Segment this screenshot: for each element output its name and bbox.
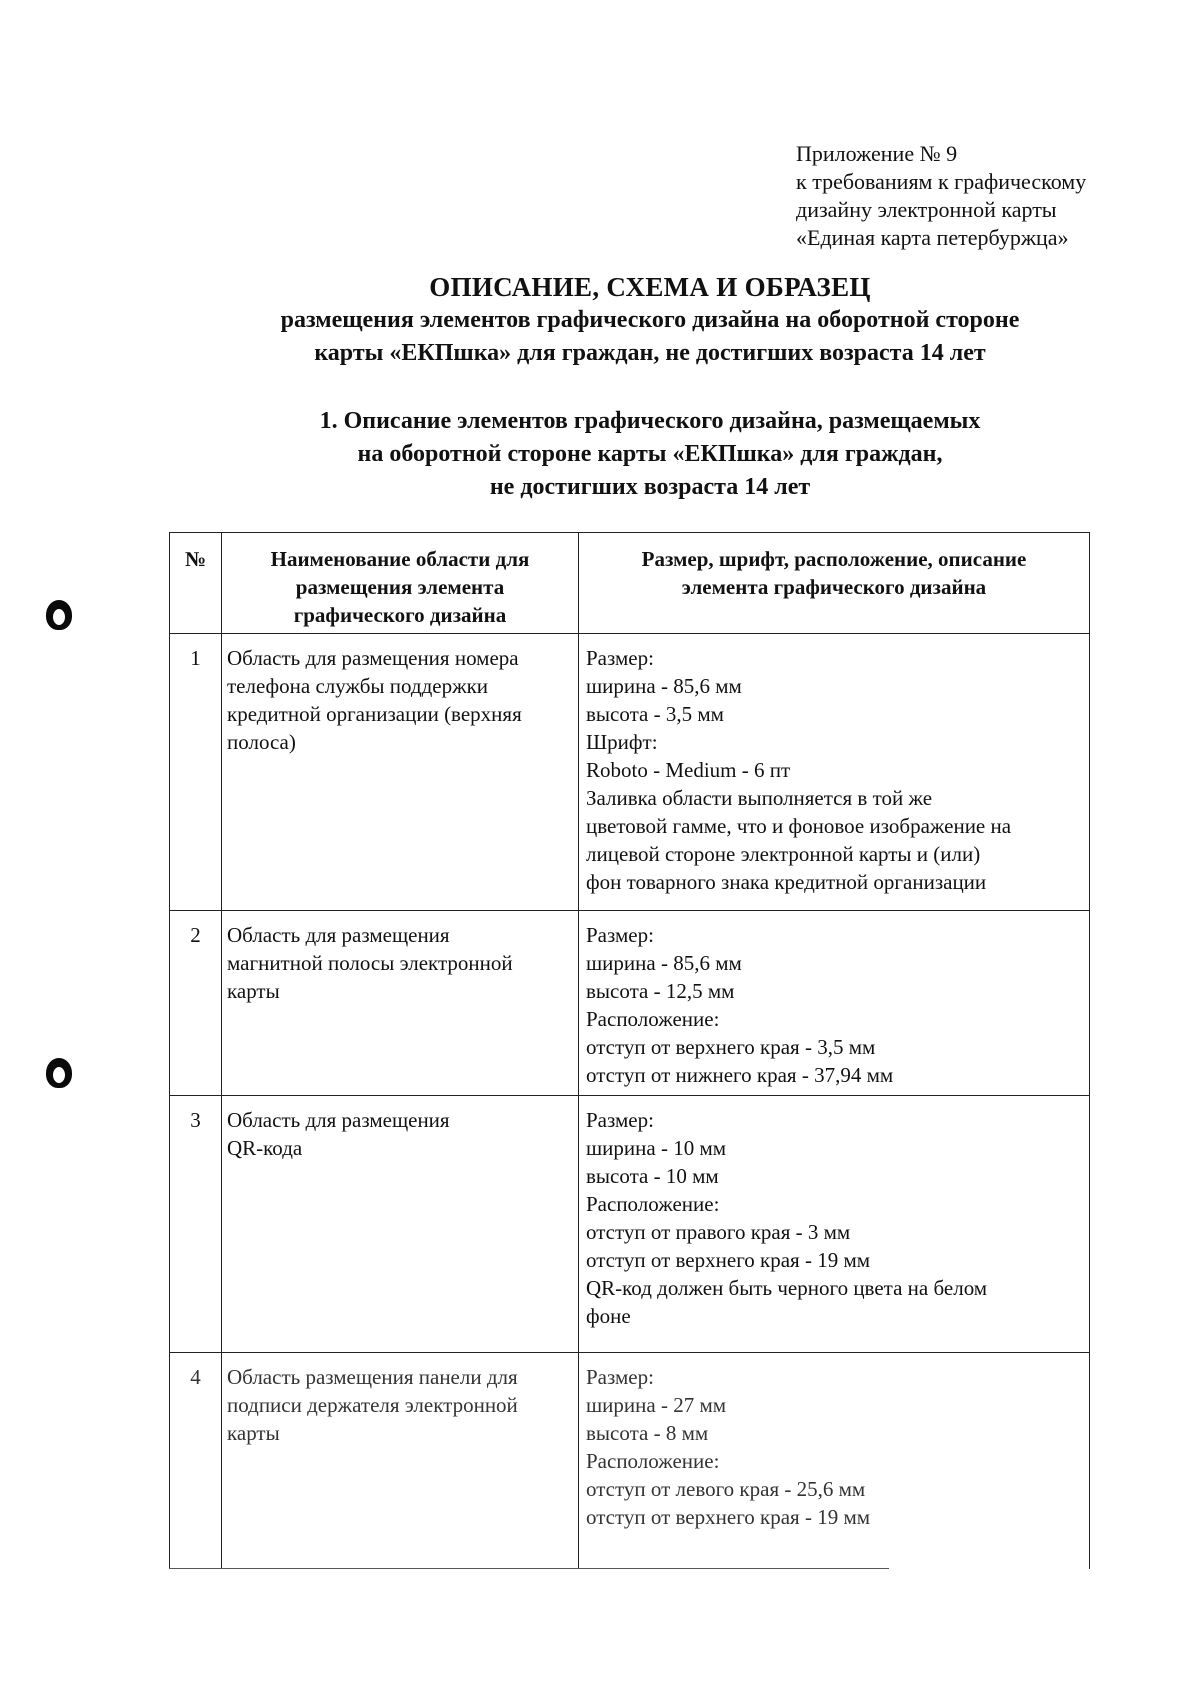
row-name-line: телефона службы поддержки xyxy=(227,674,489,698)
row-desc-line: ширина - 85,6 мм xyxy=(586,674,742,698)
row-desc-line: Расположение: xyxy=(586,1449,720,1473)
row-desc xyxy=(579,634,1090,911)
binder-hole-icon xyxy=(46,600,72,630)
row-name xyxy=(222,1096,579,1353)
row-desc-line: ширина - 27 мм xyxy=(586,1393,727,1417)
appendix-line: дизайну электронной карты xyxy=(796,197,1057,222)
row-desc-line: высота - 12,5 мм xyxy=(586,979,735,1003)
appendix-line: «Единая карта петербуржца» xyxy=(796,225,1069,250)
row-desc-line: Шрифт: xyxy=(586,730,658,754)
row-desc-line: фоне xyxy=(586,1304,631,1328)
row-desc-line: отступ от левого края - 25,6 мм xyxy=(586,1477,866,1501)
row-desc-line: Размер: xyxy=(586,1365,654,1389)
title-main: ОПИСАНИЕ, СХЕМА И ОБРАЗЕЦ xyxy=(429,272,871,302)
table-row xyxy=(170,911,1090,1096)
row-desc-line: ширина - 85,6 мм xyxy=(586,951,742,975)
row-desc-line: Размер: xyxy=(586,1108,654,1132)
row-num: 2 xyxy=(170,911,222,1096)
section-heading-line: 1. Описание элементов графического дизайна, размещаемых xyxy=(319,408,981,434)
row-desc-line: фон товарного знака кредитной организации xyxy=(586,870,987,894)
table-row xyxy=(170,634,1090,911)
title-subline: карты «ЕКПшка» для граждан, не достигших возраста 14 лет xyxy=(314,340,986,366)
header-desc-line: Размер, шрифт, расположение, описание xyxy=(641,547,1027,571)
header-num: № xyxy=(170,533,222,634)
title-subline: размещения элементов графического дизайна на оборотной стороне xyxy=(280,307,1020,333)
header-name xyxy=(222,533,579,634)
elements-table xyxy=(169,532,1089,1569)
header-name-line: графического дизайна xyxy=(293,603,507,627)
row-desc-line: цветовой гамме, что и фоновое изображение на xyxy=(586,814,1012,838)
row-desc-line: Размер: xyxy=(586,923,654,947)
row-name-line: карты xyxy=(227,979,280,1003)
section-heading-line: на оборотной стороне карты «ЕКПшка» для граждан, xyxy=(357,441,943,467)
row-desc xyxy=(579,911,1090,1096)
header-name-line: размещения элемента xyxy=(295,575,505,599)
row-desc-line: отступ от верхнего края - 19 мм xyxy=(586,1248,871,1272)
row-desc-line: отступ от правого края - 3 мм xyxy=(586,1220,851,1244)
row-desc-line: лицевой стороне электронной карты и (или) xyxy=(586,842,981,866)
table-header-row xyxy=(170,533,1090,634)
row-desc-line: отступ от верхнего края - 19 мм xyxy=(586,1505,871,1529)
row-desc-line: отступ от верхнего края - 3,5 мм xyxy=(586,1035,876,1059)
row-desc xyxy=(579,1353,1090,1570)
page-bottom-rule xyxy=(169,1568,889,1569)
row-name-line: Область для размещения номера xyxy=(227,646,519,670)
row-name-line: магнитной полосы электронной xyxy=(227,951,513,975)
section-heading-line: не достигших возраста 14 лет xyxy=(489,474,811,500)
row-name-line: подписи держателя электронной xyxy=(227,1393,518,1417)
row-name xyxy=(222,634,579,911)
row-name xyxy=(222,911,579,1096)
row-desc-line: Заливка области выполняется в той же xyxy=(586,786,933,810)
appendix-note xyxy=(796,140,1176,252)
appendix-line: Приложение № 9 xyxy=(796,141,958,166)
section-heading xyxy=(120,405,1180,504)
row-desc xyxy=(579,1096,1090,1353)
row-name-line: Область для размещения xyxy=(227,1108,450,1132)
row-desc-line: Размер: xyxy=(586,646,654,670)
table-row xyxy=(170,1096,1090,1353)
row-name-line: полоса) xyxy=(227,730,296,754)
row-desc-line: высота - 10 мм xyxy=(586,1164,719,1188)
row-name-line: кредитной организации (верхняя xyxy=(227,702,522,726)
row-desc-line: высота - 8 мм xyxy=(586,1421,709,1445)
header-desc-line: элемента графического дизайна xyxy=(681,575,987,599)
row-num: 3 xyxy=(170,1096,222,1353)
row-num: 1 xyxy=(170,634,222,911)
row-desc-line: Расположение: xyxy=(586,1192,720,1216)
row-desc-line: Roboto - Medium - 6 пт xyxy=(586,758,791,782)
row-num: 4 xyxy=(170,1353,222,1570)
table-row xyxy=(170,1353,1090,1570)
header-name-line: Наименование области для xyxy=(270,547,530,571)
row-name-line: Область для размещения xyxy=(227,923,450,947)
row-desc-line: QR-код должен быть черного цвета на белом xyxy=(586,1276,988,1300)
row-name xyxy=(222,1353,579,1570)
row-name-line: QR-кода xyxy=(227,1136,303,1160)
document-title xyxy=(120,270,1180,370)
row-name-line: карты xyxy=(227,1421,280,1445)
header-desc xyxy=(579,533,1090,634)
appendix-line: к требованиям к графическому xyxy=(796,169,1087,194)
row-desc-line: высота - 3,5 мм xyxy=(586,702,724,726)
row-name-line: Область размещения панели для xyxy=(227,1365,518,1389)
row-desc-line: Расположение: xyxy=(586,1007,720,1031)
row-desc-line: ширина - 10 мм xyxy=(586,1136,727,1160)
row-desc-line: отступ от нижнего края - 37,94 мм xyxy=(586,1063,894,1087)
binder-hole-icon xyxy=(46,1058,72,1088)
